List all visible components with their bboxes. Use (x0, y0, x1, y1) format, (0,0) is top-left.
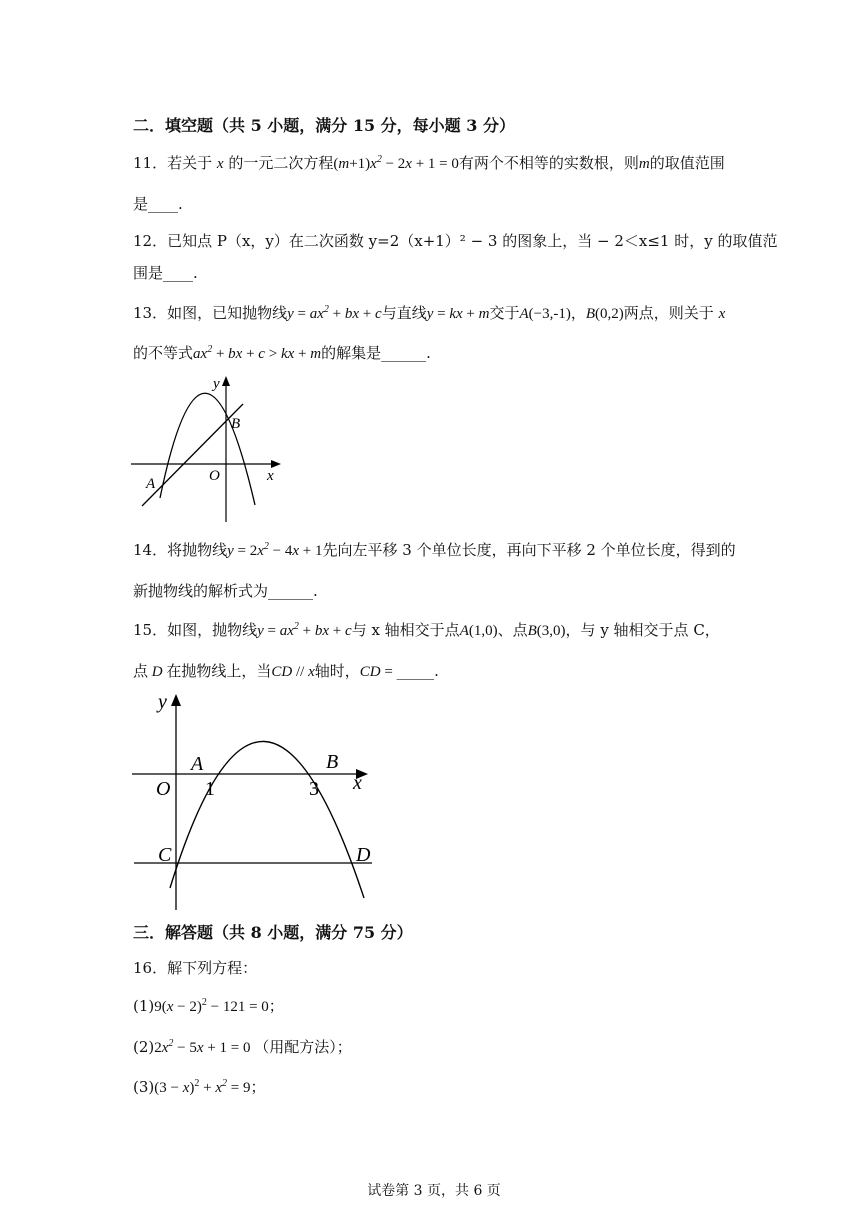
figure-15 (128, 688, 378, 913)
question-14-text: 先向左平移 3 个单位长度，再向下平移 2 个单位长度，得到的 (322, 541, 736, 559)
question-13-text: 的解集是______. (321, 344, 431, 362)
label-origin: O (156, 778, 171, 800)
parabola (160, 393, 255, 505)
math-parabola: $y = ax^2$ + bx + c (257, 621, 352, 639)
label-b: B (231, 416, 241, 432)
question-15-text: 、点 (497, 621, 528, 639)
part-label: (3) (133, 1078, 155, 1096)
question-13-line-1 (133, 302, 725, 323)
section-3-heading: 三．解答题（共 8 小题，满分 75 分） (133, 923, 413, 942)
question-11-line-1 (133, 152, 725, 173)
question-13-text: 的不等式 (133, 344, 194, 362)
label-origin: O (209, 468, 220, 484)
question-15-text: 在抛物线上，当 (166, 662, 272, 680)
math-var-x: x (216, 156, 224, 172)
page-footer: 试卷第 3 页，共 6 页 (367, 1183, 501, 1199)
math-point-b: B(3,0) (527, 623, 566, 639)
question-14-number: 14．将抛物线 (133, 541, 228, 559)
math-inequality: $ax^2$ + bx + c > kx + m (193, 344, 322, 362)
math-equation: $(3 - x)^2 + x^2 = 9$； (154, 1078, 266, 1096)
math-var-m: m (638, 156, 650, 172)
math-point-a: A(1,0) (459, 623, 498, 639)
label-d: D (356, 844, 371, 866)
question-15-number: 15．如图，抛物线 (133, 621, 258, 639)
math-equation: $(m+1)x^2 - 2x + 1 = 0$ (333, 154, 459, 172)
question-11-text: 的取值范围 (649, 154, 725, 172)
label-c: C (158, 844, 172, 866)
question-13-text: 两点，则关于 (623, 304, 714, 322)
part-label: (1) (133, 997, 155, 1015)
question-11-number: 11．若关于 (133, 154, 213, 172)
question-14-line-1 (133, 539, 736, 560)
question-13-line-2 (133, 342, 431, 363)
figure-13 (125, 370, 290, 525)
label-y: y (158, 691, 167, 713)
question-15-text: 点 (133, 662, 149, 680)
question-12-line-2: 围是____. (133, 264, 198, 282)
math-var-d: D (148, 664, 167, 680)
question-15-line-2 (133, 660, 439, 681)
math-equation: $9(x - 2)^2 - 121 = 0$； (154, 997, 284, 1015)
question-16-part-1 (133, 995, 284, 1016)
question-13-text: 交于 (489, 304, 520, 322)
tick-label-1: 1 (205, 778, 215, 800)
question-15-text: _____. (396, 662, 439, 680)
question-14-line-2: 新抛物线的解析式为______. (133, 582, 318, 600)
math-parabola: $y = ax^2$ + bx + c (287, 304, 382, 322)
question-13-number: 13．如图，已知抛物线 (133, 304, 288, 322)
question-15-text: 轴时， (314, 662, 360, 680)
tick-label-3: 3 (309, 778, 319, 800)
y-axis-arrow (171, 694, 181, 706)
question-15-line-1 (133, 619, 720, 640)
question-13-text: 与直线 (381, 304, 427, 322)
question-11-line-2: 是____. (133, 195, 183, 213)
question-16-title: 16．解下列方程： (133, 959, 258, 977)
math-parabola: $y = 2x^2 - 4x + 1$ (227, 541, 323, 559)
part-note: （用配方法）； (254, 1038, 352, 1056)
question-15-text: 与 x 轴相交于点 (351, 621, 460, 639)
math-line: y = kx + m (426, 306, 490, 322)
label-y: y (213, 376, 220, 392)
section-2-heading: 二．填空题（共 5 小题，满分 15 分，每小题 3 分） (133, 116, 515, 135)
x-axis-arrow (271, 460, 281, 468)
question-11-text: 的一元二次方程 (228, 154, 334, 172)
question-16-part-3 (133, 1076, 266, 1097)
math-var-x: x (718, 306, 726, 322)
label-b: B (326, 751, 339, 773)
part-label: (2) (133, 1038, 155, 1056)
math-cd: CD = (359, 664, 397, 680)
question-12-line-1: 12．已知点 P（x，y）在二次函数 y=2（x+1）² − 3 的图象上，当 − 2＜x≤1 时，y 的取值范 (133, 232, 778, 250)
label-a: A (191, 753, 204, 775)
math-points: A(−3,-1)，B(0,2) (519, 306, 624, 322)
math-equation: $2x^2 - 5x + 1 = 0$ (154, 1038, 255, 1056)
label-a: A (146, 476, 156, 492)
line (142, 404, 243, 506)
label-x: x (353, 772, 362, 794)
question-15-text: ，与 y 轴相交于点 C， (565, 621, 720, 639)
y-axis-arrow (222, 376, 230, 386)
question-16-part-2 (133, 1036, 352, 1057)
math-parallel: CD // x (271, 664, 315, 680)
question-11-text: 有两个不相等的实数根，则 (458, 154, 639, 172)
label-x: x (267, 468, 274, 484)
